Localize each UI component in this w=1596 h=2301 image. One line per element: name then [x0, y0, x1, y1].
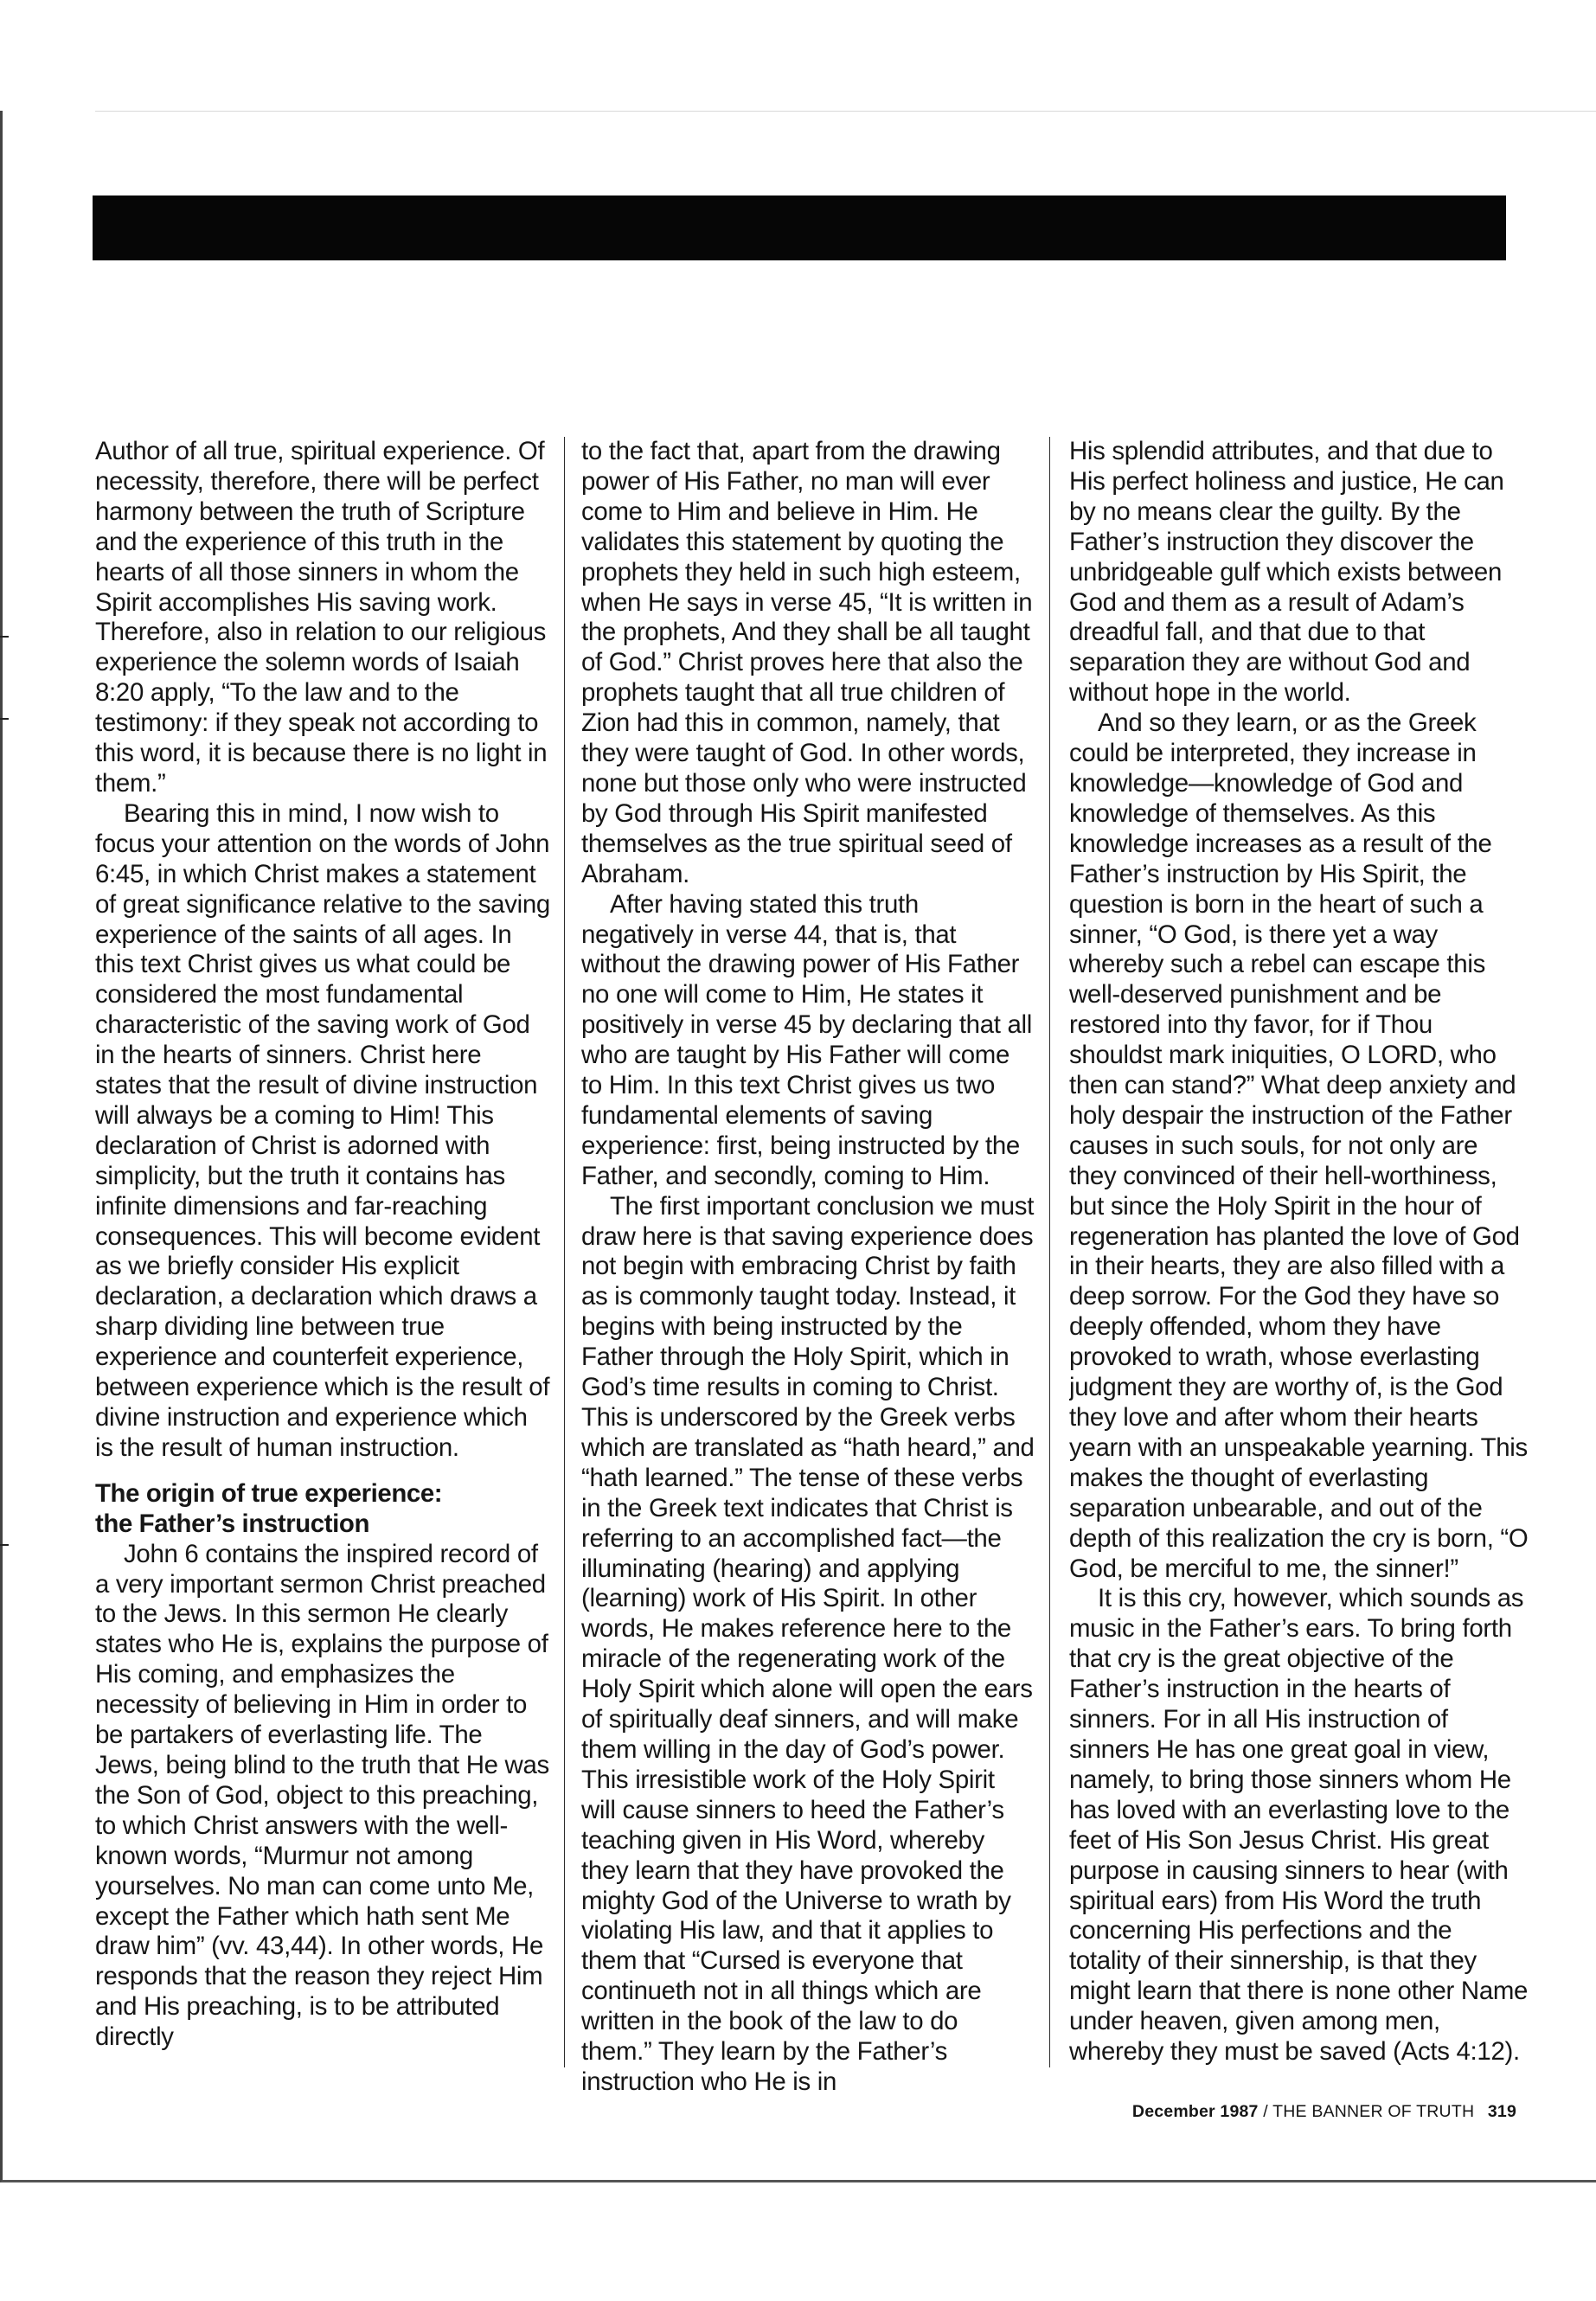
body-paragraph: Author of all true, spiritual experience. Of necessity, therefore, there will be perfect harmony between the truth of Scripture and the experience of this truth in the hearts of all those sinners in whom the Spirit accomplishes His saving work. Therefore, also in relation to our religious experience the solemn words of Isaiah 8:20 apply, “To the law and to the testimony: if they speak not according to this word, it is because there is no light in them.”: [95, 437, 548, 798]
footer-issue-date: December 1987: [1131, 2102, 1259, 2121]
page-number: 319: [1487, 2102, 1516, 2121]
footer-publication: / THE BANNER OF TRUTH: [1263, 2102, 1475, 2121]
body-paragraph: Bearing this in mind, I now wish to focus your attention on the words of John 6:45, in which Christ makes a statement of great significance relative to the saving experience of the saints of all ages. In this text Christ gives us what could be considered the most fundamental characteristic of the saving work of God in the hearts of sinners. Christ here states that the result of divine instruction will always be a coming to Him! This declaration of Christ is adorned with simplicity, but the truth it contains has infinite dimensions and far-reaching consequences. This will become evident as we briefly consider His explicit declaration, a declaration which draws a sharp dividing line between true experience and counterfeit experience, between experience which is the result of divine instruction and experience which is the result of human instruction.: [95, 798, 550, 1462]
section-heading-line-1: The origin of true experience:: [95, 1478, 443, 1508]
top-rule: [95, 111, 1596, 112]
body-paragraph: After having stated this truth negatively in verse 44, that is, that without the drawing power of His Father no one will come to Him, He states it positively in verse 45 by declaring that all who are taught by His Father will come to Him. In this text Christ gives us two fundamental elements of saving experience: first, being instructed by the Father, and secondly, coming to Him.: [581, 889, 1033, 1190]
body-paragraph: It is this cry, however, which sounds as music in the Father’s ears. To bring forth that cry is the great objective of the Father’s instruction in the hearts of sinners. For in all His instruction of sinners He has one great goal in view, namely, to bring those sinners whom He has loved with an everlasting love to the feet of His Son Jesus Christ. His great purpose in causing sinners to hear (with spiritual ears) from His Word the truth concerning His perfections and the totality of their sinnership, is that they might learn that there is none other Name under heaven, given among men, whereby they must be saved (Acts 4:12).: [1069, 1584, 1529, 2067]
page-footer: [1097, 2102, 1516, 2122]
body-paragraph: His splendid attributes, and that due to His perfect holiness and justice, He can by no means clear the guilty. By the Father’s instruction they discover the unbridgeable gulf which exists between God and them as a result of Adam’s dreadful fall, and that due to that separation they are without God and without hope in the world.: [1069, 437, 1504, 708]
section-heading-line-2: the Father’s instruction: [95, 1509, 369, 1538]
body-paragraph: And so they learn, or as the Greek could be interpreted, they increase in knowledge—knowledge of God and knowledge of themselves. As this knowledge increases as a result of the Father’s instruction by His Spirit, the question is born in the heart of such a sinner, “O God, is there yet a way whereby such a rebel can escape this well-deserved punishment and be restored into thy favor, for if Thou shouldst mark iniquities, O LORD, who then can stand?” What deep anxiety and holy despair the instruction of the Father causes in such souls, for not only are they convinced of their hell-worthiness, but since the Holy Spirit in the hour of regeneration has planted the love of God in their hearts, they are also filled with a deep sorrow. For the God they have so deeply offended, whom they have provoked to wrath, whose everlasting judgment they are worthy of, is the God they love and after whom their hearts yearn with an unspeakable yearning. This makes the thought of everlasting separation unbearable, and out of the depth of this realization the cry is born, “O God, be merciful to me, the sinner!”: [1069, 708, 1529, 1583]
article-column-2: [581, 437, 1035, 2098]
article-column-1: [95, 437, 551, 2098]
header-black-bar: [93, 195, 1506, 260]
body-paragraph: to the fact that, apart from the drawing power of His Father, no man will ever come to Him and believe in Him. He validates this statement by quoting the prophets they held in such high esteem, when He says in verse 45, “It is written in the prophets, And they shall be all taught of God.” Christ proves here that also the prophets taught that all true children of Zion had this in common, namely, that they were taught of God. In other words, none but those only who were instructed by God through His Spirit manifested themselves as the true spiritual seed of Abraham.: [581, 437, 1033, 888]
column-divider-1: [564, 437, 565, 2067]
body-paragraph: John 6 contains the inspired record of a very important sermon Christ preached to the Jews. In this sermon He clearly states who He is, explains the purpose of His coming, and emphasizes the necessity of believing in Him in order to be partakers of everlasting life. The Jews, being blind to the truth that He was the Son of God, object to this preaching, to which Christ answers with the well-known words, “Murmur not among yourselves. No man can come unto Me, except the Father which hath sent Me draw him” (vv. 43,44). In other words, He responds that the reason they reject Him and His preaching, is to be attributed directly: [95, 1539, 549, 2052]
body-paragraph: The first important conclusion we must draw here is that saving experience does not begin with embracing Christ by faith as is commonly taught today. Instead, it begins with being instructed by the Father through the Holy Spirit, which in God’s time results in coming to Christ. This is underscored by the Greek verbs which are translated as “hath heard,” and “hath learned.” The tense of these verbs in the Greek text indicates that Christ is referring to an accomplished fact—the illuminating (hearing) and applying (learning) work of His Spirit. In other words, He makes reference here to the miracle of the regenerating work of the Holy Spirit which alone will open the ears of spiritually deaf sinners, and will make them willing in the day of God’s power. This irresistible work of the Holy Spirit will cause sinners to heed the Father’s teaching given in His Word, whereby they learn that they have provoked the mighty God of the Universe to wrath by violating His law, and that it applies to them that “Cursed is everyone that continueth not in all things which are written in the book of the law to do them.” They learn by the Father’s instruction who He is in: [581, 1191, 1035, 2096]
article-column-3: [1069, 437, 1529, 2098]
margin-mark: [0, 636, 9, 638]
section-heading: [95, 1479, 551, 1540]
margin-mark: [0, 1544, 9, 1546]
margin-mark: [0, 718, 9, 720]
column-divider-2: [1049, 437, 1050, 2067]
